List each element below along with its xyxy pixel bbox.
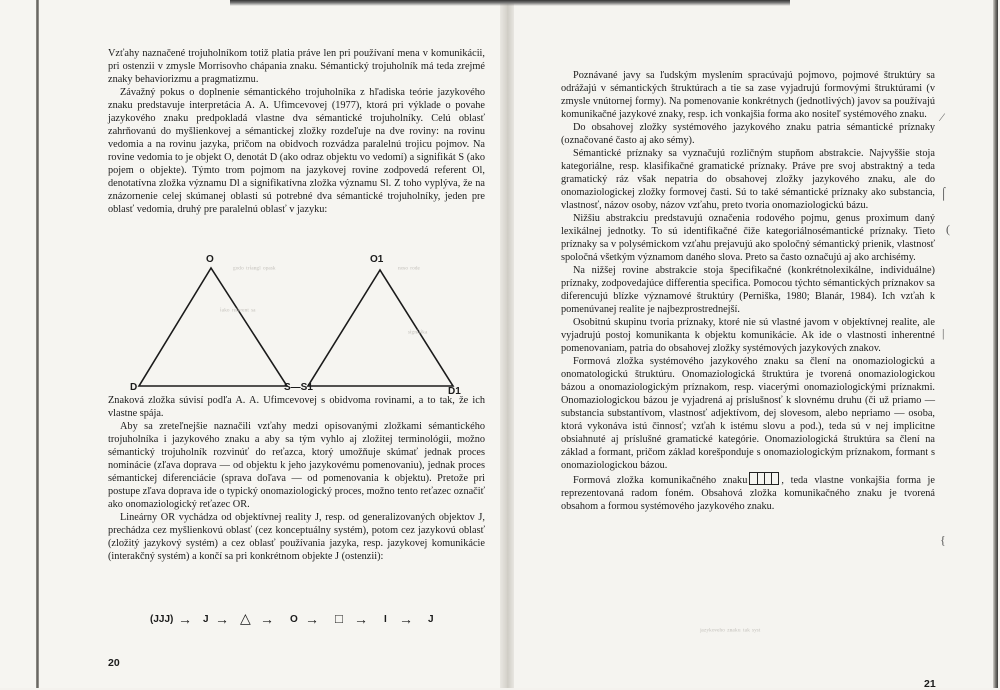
book-gutter — [500, 0, 514, 688]
triangle-consciousness — [139, 268, 287, 386]
right-text — [561, 69, 935, 513]
left-para-3: Znaková zložka súvisí podľa A. A. Ufimcevovej s obidvoma rovinami, a to tak, že ich vlastne spája. — [108, 395, 485, 419]
right-para-2: Do obsahovej zložky systémového jazykového znaku patria sémantické príznaky (označované často aj ako sémy). — [561, 122, 935, 146]
label-o1: O1 — [370, 254, 384, 265]
bleed-through-text: ˢⁱᵍⁿⁱᶠⁱᵏᵃ — [408, 328, 428, 338]
left-text-lower — [108, 394, 485, 563]
chain-square: □ — [335, 611, 343, 626]
margin-mark: ⌠ — [940, 186, 948, 200]
right-para-5: Na nižšej rovine abstrakcie stoja špecifikačné (konkrétnolexikálne, individuálne) príznaky, zodpovedajúce differentia specifica. Pomocou týchto sémantických príznakov sa diferencujú blízke významové štruktúry (Perniška, 1980; Blanár, 1984). Ich vzťah k pomenúvanej realite je najbezprostrednejší. — [561, 265, 935, 315]
label-o: O — [206, 254, 214, 265]
right-page-number: 21 — [924, 678, 936, 690]
chain-arrow: → — [178, 611, 192, 627]
left-para-1: Vzťahy naznačené trojuholníkom totiž platia práve len pri používaní mena v komunikácii, pri ostenzii v zmysle Morrisovho chápania znaku. Sémantický trojuholník má teda zrejmé znaky behaviorizmu a pragmatizmu. — [108, 48, 485, 85]
right-para-8 — [561, 472, 935, 513]
right-para-3: Sémantické príznaky sa vyznačujú rozličným stupňom abstrakcie. Najvyššie stoja kategoriálne, resp. klasifikačné gramatické príznaky. Práve pre svoj abstraktný a teda gramatický ráz však nepatria do obsahovej zložky jazykového znaku, ale do onomaziologickej zložky formovej časti. Sú to také sémantické príznaky ako substancia, vlastnosť, názov osoby, názov vzťahu, preto tvoria onomaziologickú bázu. — [561, 148, 935, 211]
triangle-language — [308, 270, 453, 386]
triangles-svg — [108, 258, 485, 394]
chain-i: I — [384, 614, 387, 625]
chain-o: O — [290, 614, 298, 625]
phoneme-boxes-icon — [749, 472, 779, 485]
bleed-through-text: ʲᵃᶻʸᵏᵒᵛᵉʰᵒ ᶻⁿᵃᵏᵘ ᵗᵃᵏ ˢʸˢᵗ — [700, 626, 761, 636]
margin-mark: ( — [946, 222, 950, 236]
onomasiological-chain — [108, 612, 485, 630]
chain-start: (JJJ) — [150, 614, 174, 625]
chain-arrow: → — [260, 611, 274, 627]
right-para-8-start: Formová zložka komunikačného znaku — [573, 475, 748, 486]
margin-mark: | — [942, 326, 945, 340]
left-para-2: Závažný pokus o doplnenie sémantického trojuholníka z hľadiska teórie jazykového znaku predstavuje interpretácia A. A. Ufimcevovej (1977), ktorá pri výklade o povahe jazykového znaku predpokladá vlastne dva sémantické trojuholníky. Celú oblasť zahrňovanú do myšlienkovej a sémantickej zložky rozdeľuje na dve roviny: na rovinu vedomia a na rovinu jazyka, pričom na obidvoch rozvádza paralelnú trojicu pojmov. Na rovine vedomia to je objekt O, denotát D (ako odraz objektu vo vedomí) a signifikát S (ako pojem o objekte). Týmto trom pojmom na jazykovej rovine zodpovedá referent Ol, denotatívna zložka významu Dl a signifikatívna zložka významu Sl. Z toho vyplýva, že na znázornenie celej skúmanej oblasti sú potrebné dva sémantické trojuholníky, jeden pre oblasť vedomia, druhý pre paralelnú oblasť v jazyku: — [108, 87, 485, 215]
right-para-7: Formová zložka systémového jazykového znaku sa člení na onomaziologickú a onomatologickú štruktúru. Onomaziologická štruktúra je tvorená onomaziologickou bázou a onomaziologickým príznakom, resp. viacerými onomaziologickými príznakmi. Onomaziologickou bázou je vyjadrená aj príslušnosť k slovnému druhu (či už priamo — substancia substantívom, vlastnosť adjektívom, dej slovesom, alebo nepriamo — osoba, ktorá vykonáva istú činnosť; vzťah k istému slovu a pod.), teda sú v nej implicitne obsiahnuté aj príslušné gramatické kategórie. Onomaziologická štruktúra sa člení na základ a formant, pričom základ korešponduje s onomaziologickým príznakom, formant s onomaziologickou bázou. — [561, 356, 935, 471]
right-para-4: Nižšiu abstrakciu predstavujú označenia rodového pojmu, genus proximum daný lexikálnej jednotky. To sú identifikačné čiže kategoriálnosémantické príznaky. Tieto príznaky sa v polysémickom vzťahu prejavujú ako spoločný sémantický prienik, vlastnosť spoločná všetkým významom daného slova. Preto sa často označujú aj ako archisémy. — [561, 213, 935, 263]
left-page-number: 20 — [108, 657, 120, 669]
bleed-through-text: ᵍᵒᵈᵒ ᵗʳⁱᵃⁿᵍˡ ᵒᵖᵃˢᵏ — [233, 264, 276, 274]
label-d1: D1 — [448, 386, 461, 397]
left-para-5: Lineárny OR vychádza od objektívnej reality J, resp. od generalizovaných objektov J, prechádza cez myšlienkovú oblasť (cez konceptuálny systém), potom cez jazykovú oblasť (zložitý jazykový systém) a cez oblasť používania jazyka, resp. jazykovej komunikácie (interakčný systém) a končí sa pri konkrétnom objekte J (ostenzii): — [108, 512, 485, 562]
chain-arrow: → — [399, 611, 413, 627]
right-para-1: Poznávané javy sa ľudským myslením spracúvajú pojmovo, pojmové štruktúry sa odrážajú v sémantických štruktúrach a tie sa zase vyjadrujú formovými štruktúrami (v zmysle vnútornej formy). Na pomenovanie konkrétnych (jednotlivých) javov sa používajú komunikačné jazykové znaky, resp. ich vonkajšia forma ako nositeľ systémového znaku. — [561, 70, 935, 120]
chain-arrow: → — [354, 611, 368, 627]
chain-arrow: → — [215, 611, 229, 627]
left-page-edge — [36, 0, 39, 688]
right-para-6: Osobitnú skupinu tvoria príznaky, ktoré nie sú vlastné javom v objektívnej realite, ale vyjadrujú postoj komunikanta k objektu komunikácie. Ak ide o vlastnosti inherentné pomenovaniam, patria do obsahovej zložky systémových jazykových znakov. — [561, 317, 935, 354]
chain-triangle: △ — [240, 610, 251, 626]
label-d: D — [130, 382, 138, 393]
left-para-4: Aby sa zreteľnejšie naznačili vzťahy medzi opisovanými zložkami sémantického trojuholníka i jazykového znaku a aby sa tým vyhlo aj zložitej terminológii, možno sémantický trojuholník rozvinúť do reťazca, ktorý umožňuje skúmať jednak proces nominácie (zľava doprava — od objektu k jeho jazykovému pomenovaniu), jednak proces sémantickej diferenciácie (sprava doľava — od pomenovania k objektu). Pretože pri postupe zľava doprava ide o typický onomaziologický proces, možno tento reťazec označiť ako onomaziologický reťazec OR. — [108, 421, 485, 510]
margin-mark: { — [940, 533, 946, 547]
right-page-edge — [993, 0, 998, 688]
bleed-through-text: ⁱᵃᵏᵒ ʳᵉᶠᵉʳᵉⁿᵗ ˢᵃ — [220, 306, 256, 316]
chain-j2: J — [428, 614, 434, 625]
chain-arrow: → — [305, 611, 319, 627]
chain-j1: J — [203, 614, 209, 625]
label-s-s1: S—S1 — [284, 382, 313, 393]
scan-top-edge — [230, 0, 790, 6]
semantic-triangles-figure — [108, 254, 485, 397]
right-para-8-end: , teda vlastne vonkajšia forma je reprezentovaná radom foném. Obsahová zložka komunikačného znaku je tvorená obsahom a formou systémového jazykového znaku. — [561, 475, 935, 512]
bleed-through-text: ⁿᵒˢᵒ ʳᵒᵈᵉ — [398, 264, 420, 274]
left-text-upper — [108, 47, 485, 216]
margin-mark: ⁄ — [941, 110, 944, 124]
